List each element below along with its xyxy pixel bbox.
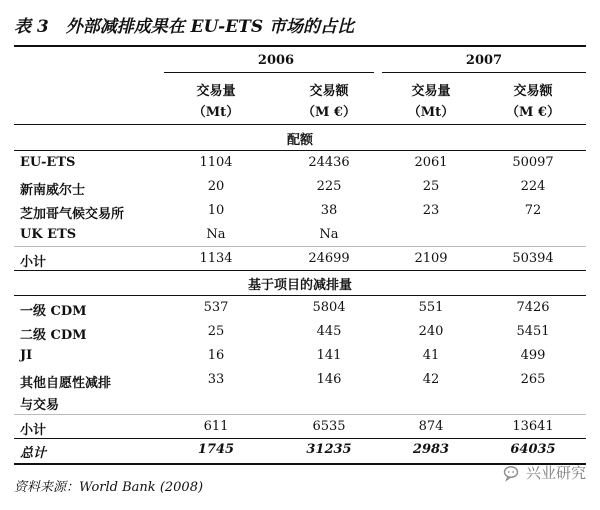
cell-value-2007: 13641	[512, 419, 554, 434]
cell-volume-2006: 1104	[199, 155, 233, 170]
header-volume-2007: 交易量	[411, 84, 451, 99]
cell-volume-2006: 611	[203, 419, 229, 434]
cell-value-2007: 5451	[516, 324, 550, 339]
header-value-2007: 交易额	[513, 84, 553, 99]
row-label: 总计	[20, 446, 47, 461]
cell-volume-2006: 33	[207, 372, 225, 387]
cell-volume-2007: 874	[418, 419, 444, 434]
cell-value-2007: 224	[520, 179, 546, 194]
watermark-text: 兴业研究	[525, 464, 586, 482]
allowances-rule	[14, 150, 586, 151]
cell-value-2007: 50097	[512, 155, 554, 170]
cell-value-2006: 31235	[306, 442, 352, 457]
row-label: 小计	[20, 255, 47, 270]
cell-volume-2006: 10	[207, 203, 225, 218]
cell-value-2006: 141	[316, 348, 342, 363]
row-label: EU-ETS	[20, 155, 76, 170]
cell-value-2007: 50394	[512, 251, 554, 266]
cell-volume-2007: 42	[422, 372, 440, 387]
cell-value-2007: 7426	[516, 300, 550, 315]
subtotal-rule	[14, 414, 586, 415]
year-2007-underline	[382, 72, 586, 73]
unit-value-2007: （M €）	[506, 105, 560, 120]
year-2006-underline	[164, 72, 374, 73]
cell-value-2007: 72	[524, 203, 542, 218]
cell-volume-2007: 240	[418, 324, 444, 339]
table-title: 表 3 外部减排成果在 EU-ETS 市场的占比	[14, 17, 355, 37]
cell-volume-2007: 41	[422, 348, 440, 363]
cell-value-2007: 265	[520, 372, 546, 387]
allowances-end-rule	[14, 270, 586, 271]
row-label: 小计	[20, 423, 47, 438]
cell-volume-2007: 2109	[414, 251, 448, 266]
row-label: 其他自愿性减排	[20, 376, 112, 391]
cell-value-2006: 38	[320, 203, 338, 218]
top-rule	[14, 45, 586, 47]
cell-value-2006: Na	[319, 227, 339, 242]
unit-volume-2007: （Mt）	[407, 105, 455, 120]
header-value-2006: 交易额	[309, 84, 349, 99]
cell-volume-2006: Na	[206, 227, 226, 242]
row-label: 二级 CDM	[20, 328, 87, 343]
unit-value-2006: （M €）	[302, 105, 356, 120]
row-label: JI	[20, 348, 33, 363]
watermark	[503, 462, 586, 483]
projects-rule	[14, 295, 586, 296]
cell-volume-2007: 551	[418, 300, 444, 315]
section-heading-allowances: 配额	[286, 133, 313, 148]
cell-value-2006: 24699	[308, 251, 350, 266]
cell-value-2007: 499	[520, 348, 546, 363]
row-label: UK ETS	[20, 227, 77, 242]
row-label: 一级 CDM	[20, 304, 87, 319]
section-heading-projects: 基于项目的减排量	[247, 278, 352, 293]
cell-value-2006: 146	[316, 372, 342, 387]
row-label: 新南威尔士	[20, 183, 86, 198]
cell-volume-2006: 537	[203, 300, 229, 315]
unit-volume-2006: （Mt）	[192, 105, 240, 120]
cell-value-2006: 5804	[312, 300, 346, 315]
subtotal-rule	[14, 246, 586, 247]
cell-volume-2007: 25	[422, 179, 440, 194]
cell-value-2006: 445	[316, 324, 342, 339]
cell-volume-2007: 2061	[414, 155, 448, 170]
source-note: 资料来源：World Bank (2008)	[14, 480, 204, 495]
bottom-rule	[14, 463, 586, 465]
cell-value-2006: 6535	[312, 419, 346, 434]
row-label-continuation: 与交易	[20, 398, 60, 413]
cell-volume-2006: 16	[207, 348, 225, 363]
year-2007: 2007	[465, 53, 503, 68]
cell-volume-2006: 1134	[199, 251, 233, 266]
chat-bubble-icon	[503, 464, 521, 482]
cell-value-2007: 64035	[510, 442, 556, 457]
cell-volume-2006: 1745	[197, 442, 235, 457]
row-label: 芝加哥气候交易所	[20, 207, 125, 222]
header-rule	[14, 124, 586, 125]
cell-volume-2006: 25	[207, 324, 225, 339]
total-rule	[14, 438, 586, 439]
cell-volume-2006: 20	[207, 179, 225, 194]
header-volume-2006: 交易量	[196, 84, 236, 99]
cell-volume-2007: 2983	[412, 442, 450, 457]
cell-value-2006: 24436	[308, 155, 350, 170]
year-2006: 2006	[257, 53, 295, 68]
cell-value-2006: 225	[316, 179, 342, 194]
cell-volume-2007: 23	[422, 203, 440, 218]
